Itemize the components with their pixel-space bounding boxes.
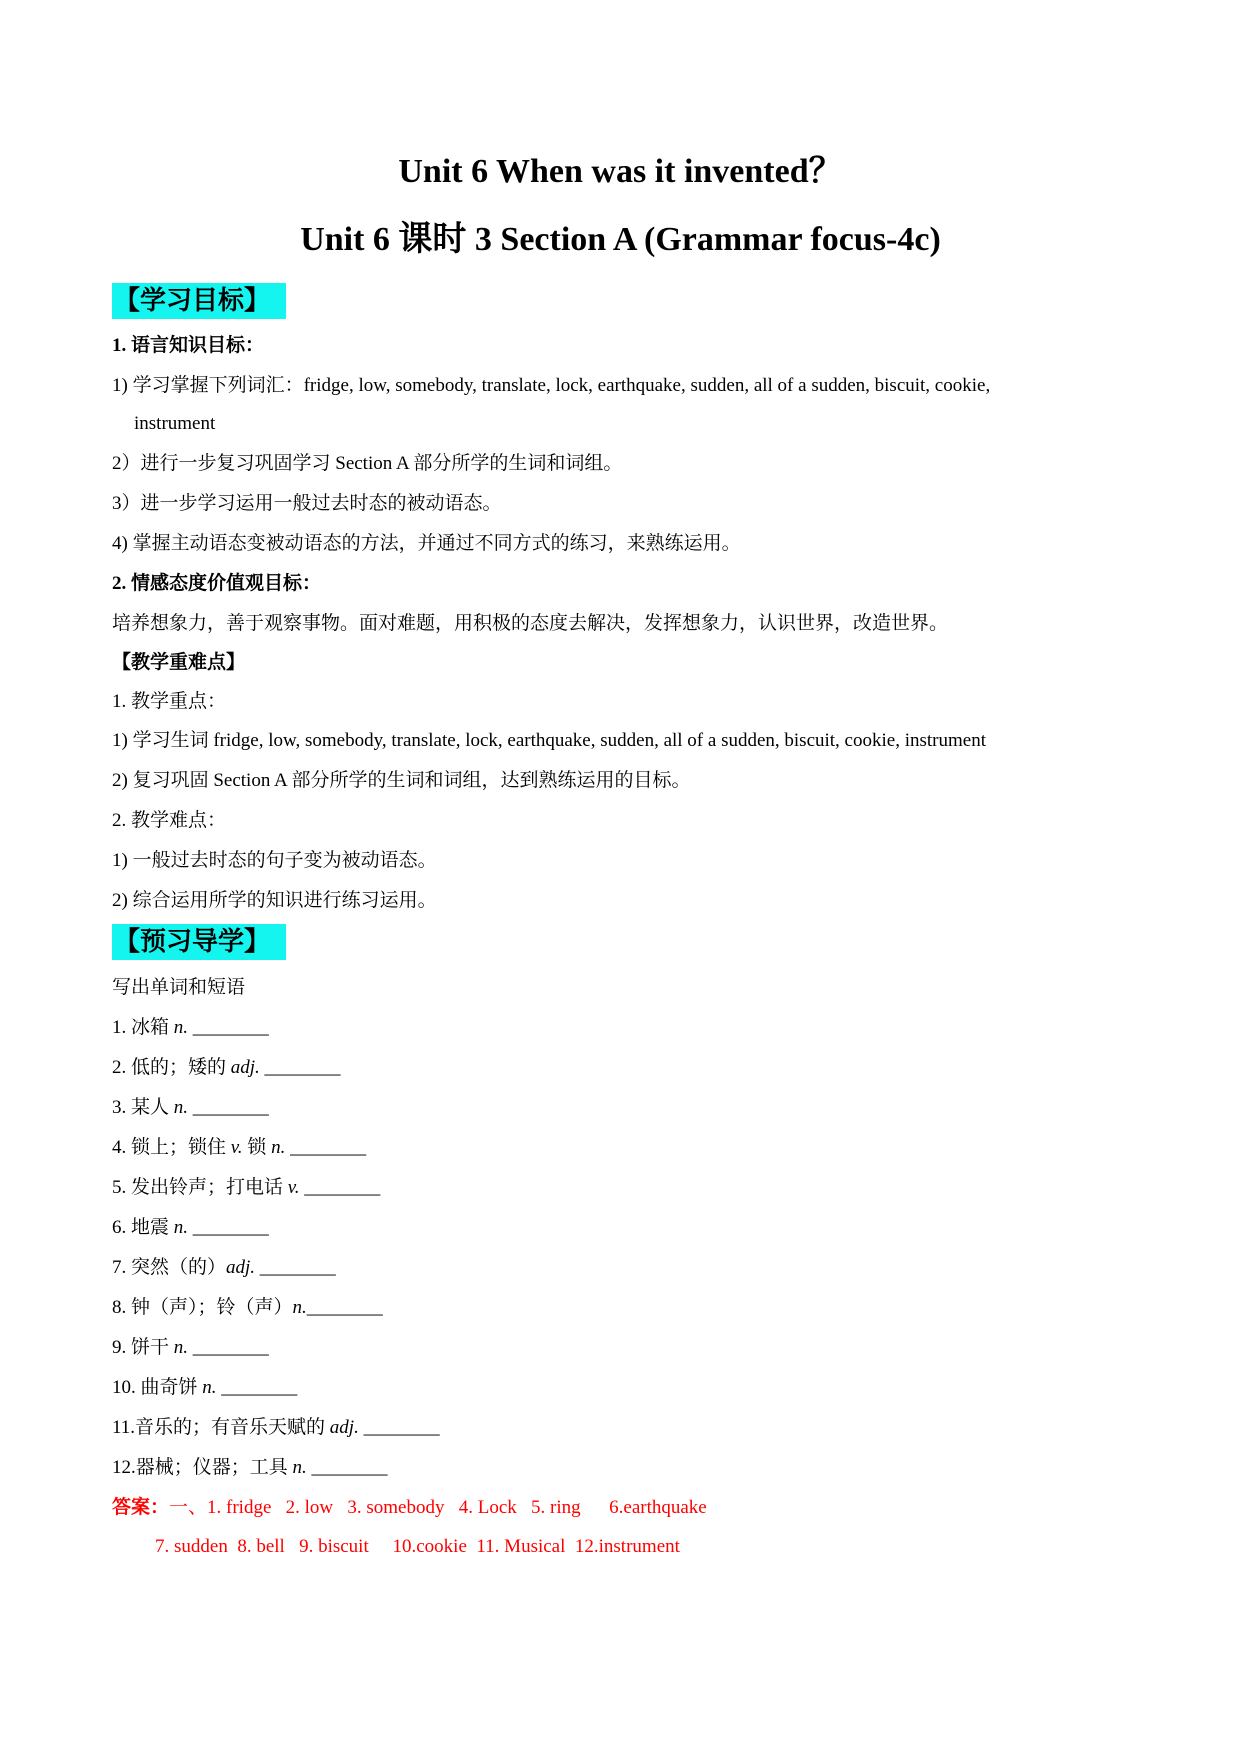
section-banner-preview: 【预习导学】 — [112, 924, 286, 960]
page-subtitle: Unit 6 课时 3 Section A (Grammar focus-4c) — [300, 221, 941, 258]
answer-line-1: 答案：一、1. fridge 2. low 3. somebody 4. Lock 5. ring 6.earthquake — [112, 1497, 707, 1518]
objective-values-text: 培养想象力，善于观察事物。面对难题，用积极的态度去解决，发挥想象力，认识世界，改造世界。 — [112, 613, 949, 634]
objective-item: 4) 掌握主动语态变被动语态的方法，并通过不同方式的练习，来熟练运用。 — [112, 533, 741, 554]
key-point-line: 1. 教学重点： — [112, 691, 227, 712]
objective-item: instrument — [134, 413, 216, 434]
exercise-item: 6. 地震 n. ________ — [112, 1217, 269, 1238]
page-title: Unit 6 When was it invented？ — [398, 153, 843, 190]
objective-item: 2）进行一步复习巩固学习 Section A 部分所学的生词和词组。 — [112, 453, 623, 474]
exercise-item: 5. 发出铃声；打电话 v. ________ — [112, 1177, 381, 1198]
exercise-item: 11.音乐的；有音乐天赋的 adj. ________ — [112, 1417, 440, 1438]
exercise-item: 7. 突然（的）adj. ________ — [112, 1257, 336, 1278]
exercise-item: 8. 钟（声）；铃（声）n.________ — [112, 1297, 383, 1318]
key-point-line: 2) 复习巩固 Section A 部分所学的生词和词组，达到熟练运用的目标。 — [112, 770, 691, 791]
objective-heading-language: 1. 语言知识目标： — [112, 335, 265, 356]
objective-heading-values: 2. 情感态度价值观目标： — [112, 573, 322, 594]
key-points-heading: 【教学重难点】 — [112, 652, 246, 673]
exercise-item: 12.器械；仪器；工具 n. ________ — [112, 1457, 388, 1478]
key-point-line: 1) 一般过去时态的句子变为被动语态。 — [112, 850, 437, 871]
objective-item: 3）进一步学习运用一般过去时态的被动语态。 — [112, 493, 502, 514]
exercise-item: 3. 某人 n. ________ — [112, 1097, 269, 1118]
exercise-item: 2. 低的；矮的 adj. ________ — [112, 1057, 341, 1078]
section-banner-objectives: 【学习目标】 — [112, 283, 286, 319]
objective-item: 1) 学习掌握下列词汇：fridge, low, somebody, translate, lock, earthquake, sudden, all of a sudden, biscuit, cookie, — [112, 375, 991, 396]
answer-line-2: 7. sudden 8. bell 9. biscuit 10.cookie 11. Musical 12.instrument — [155, 1536, 680, 1557]
exercise-item: 1. 冰箱 n. ________ — [112, 1017, 269, 1038]
exercise-item: 9. 饼干 n. ________ — [112, 1337, 269, 1358]
exercise-instruction: 写出单词和短语 — [112, 977, 246, 998]
answer-label: 答案： — [112, 1497, 170, 1518]
exercise-item: 4. 锁上；锁住 v. 锁 n. ________ — [112, 1137, 367, 1158]
key-point-line: 2. 教学难点： — [112, 810, 227, 831]
exercise-item: 10. 曲奇饼 n. ________ — [112, 1377, 298, 1398]
key-point-line: 1) 学习生词 fridge, low, somebody, translate, lock, earthquake, sudden, all of a sudden, biscuit, cookie, instrument — [112, 730, 986, 751]
key-point-line: 2) 综合运用所学的知识进行练习运用。 — [112, 890, 437, 911]
